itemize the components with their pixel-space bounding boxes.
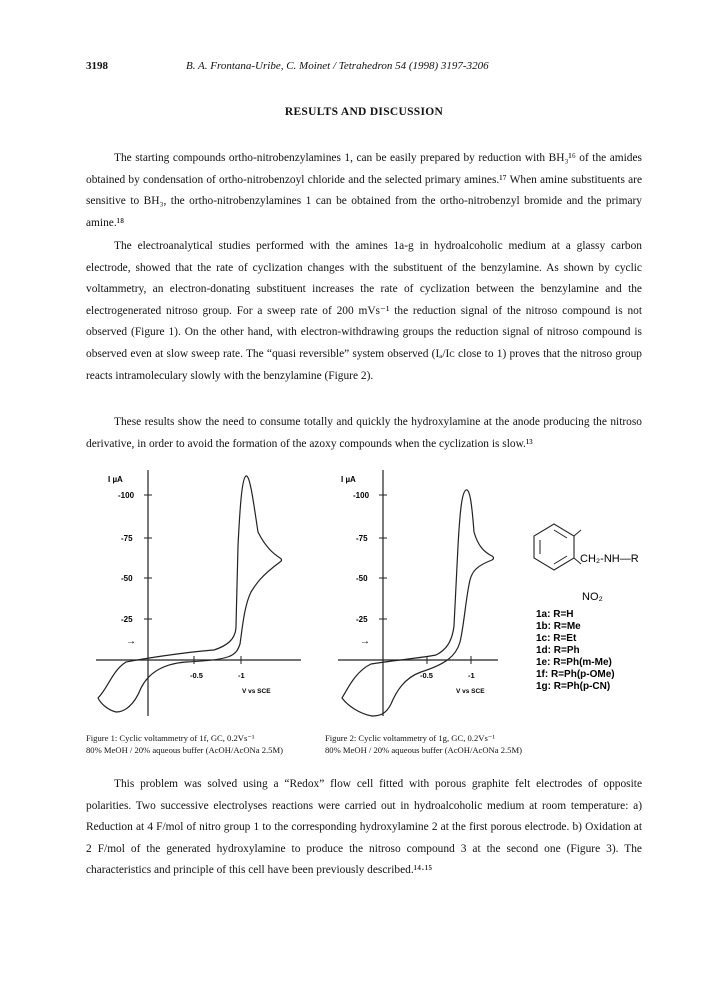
paragraph-4-text: This problem was solved using a “Redox” flow cell fitted with porous graphite felt electrodes of opposite polarities. Two successive electrolyses reactions were carried out in hydroalcoholic medium at room temperature: a) Reduction at 4 F/mol of nitro group 1 to the corresponding hydroxylamine 2 at the first porous electrode. b) Oxidation at 2 F/mol of the generated hydroxylamine to produce the nitroso compound 3 at the second one (Figure 3). The characteristics and principle of this cell have been previously described.¹⁴·¹⁵ xyxy=(86,778,642,877)
fig2-ytick-75: -75 xyxy=(356,534,368,543)
fig2-y-unit: I µA xyxy=(341,475,356,484)
figures-area xyxy=(86,466,646,728)
compound-1a: 1a: R=H xyxy=(536,609,574,620)
fig1-y-unit: I µA xyxy=(108,475,123,484)
running-title: B. A. Frontana-Uribe, C. Moinet / Tetrahedron 54 (1998) 3197-3206 xyxy=(186,60,489,72)
fig2-cv-curve xyxy=(342,490,494,716)
paragraph-2 xyxy=(86,236,642,387)
fig2-x-label: V vs SCE xyxy=(456,688,485,695)
fig1-ytick-50: -50 xyxy=(121,574,133,583)
figure-1-caption xyxy=(86,732,283,756)
paragraph-4 xyxy=(86,774,642,882)
fig1-sweep-arrow: → xyxy=(126,636,136,647)
fig1-xtick-1: -1 xyxy=(238,671,245,680)
fig2-caption-line2: 80% MeOH / 20% aqueous buffer (AcOH/AcONa 2.5M) xyxy=(325,745,522,755)
fig2-sweep-arrow: → xyxy=(360,636,370,647)
fig2-caption-line1: Figure 2: Cyclic voltammetry of 1g, GC, 0.2Vs⁻¹ xyxy=(325,733,495,743)
paragraph-2-text: The electroanalytical studies performed with the amines 1a-g in hydroalcoholic medium at a glassy carbon electrode, showed that the rate of cyclization changes with the substituent of the benzylamine. As shown by cyclic voltammetry, an electron-donating substituent increases the rate of cyclization between the benzylamine and the electrogenerated nitroso group. For a sweep rate of 200 mVs⁻¹ the reduction signal of the nitroso compound is not observed (Figure 1). On the other hand, with electron-withdrawing groups the reduction signal of nitroso compound is observed even at slow sweep rate. The “quasi reversible” system observed (Iₐ/Iᴄ close to 1) proves that the nitroso group reacts intramoleculary slowly with the benzylamine (Figure 2). xyxy=(86,240,642,382)
fig2-ytick-100: -100 xyxy=(353,491,370,500)
figure-2-voltammogram xyxy=(338,470,498,716)
page-number: 3198 xyxy=(86,60,108,72)
fig1-ytick-25: -25 xyxy=(121,615,133,624)
fig1-caption-line2: 80% MeOH / 20% aqueous buffer (AcOH/AcONa 2.5M) xyxy=(86,745,283,755)
compound-1e: 1e: R=Ph(m-Me) xyxy=(536,657,612,668)
paragraph-1 xyxy=(86,148,642,234)
compound-1g: 1g: R=Ph(p-CN) xyxy=(536,681,611,692)
fig1-ytick-75: -75 xyxy=(121,534,133,543)
compound-1b: 1b: R=Me xyxy=(536,621,581,632)
fig2-ytick-50: -50 xyxy=(356,574,368,583)
paragraph-3-text: These results show the need to consume totally and quickly the hydroxylamine at the anode producing the nitroso derivative, in order to avoid the formation of the azoxy compounds when the cyclization is slow.¹³ xyxy=(86,416,642,450)
fig1-ytick-100: -100 xyxy=(118,491,135,500)
figure-1-voltammogram xyxy=(96,470,301,716)
paragraph-1-text: The starting compounds ortho-nitrobenzylamines 1, can be easily prepared by reduction with BH₃¹⁶ of the amides obtained by condensation of ortho-nitrobenzoyl chloride and the selected primary amines.¹⁷ When amine substituents are sensitive to BH₃, the ortho-nitrobenzylamines 1 can be obtained from the ortho-nitrobenzyl bromide and the primary amine.¹⁸ xyxy=(86,152,642,229)
fig1-caption-line1: Figure 1: Cyclic voltammetry of 1f, GC, 0.2Vs⁻¹ xyxy=(86,733,255,743)
fig2-ytick-25: -25 xyxy=(356,615,368,624)
section-title: RESULTS AND DISCUSSION xyxy=(284,106,444,118)
substituent-top: CH₂-NH—R xyxy=(580,553,639,565)
figure-2-caption xyxy=(325,732,522,756)
fig2-xtick-1: -1 xyxy=(468,671,475,680)
nitrobenzylamine-structure xyxy=(534,524,639,692)
compound-1f: 1f: R=Ph(p-OMe) xyxy=(536,669,615,680)
fig1-x-label: V vs SCE xyxy=(242,688,271,695)
fig1-xtick-0.5: -0.5 xyxy=(190,671,203,680)
fig2-xtick-0.5: -0.5 xyxy=(420,671,433,680)
compound-1d: 1d: R=Ph xyxy=(536,645,580,656)
substituent-bottom: NO₂ xyxy=(582,591,603,603)
compound-1c: 1c: R=Et xyxy=(536,633,577,644)
paragraph-3 xyxy=(86,412,642,455)
